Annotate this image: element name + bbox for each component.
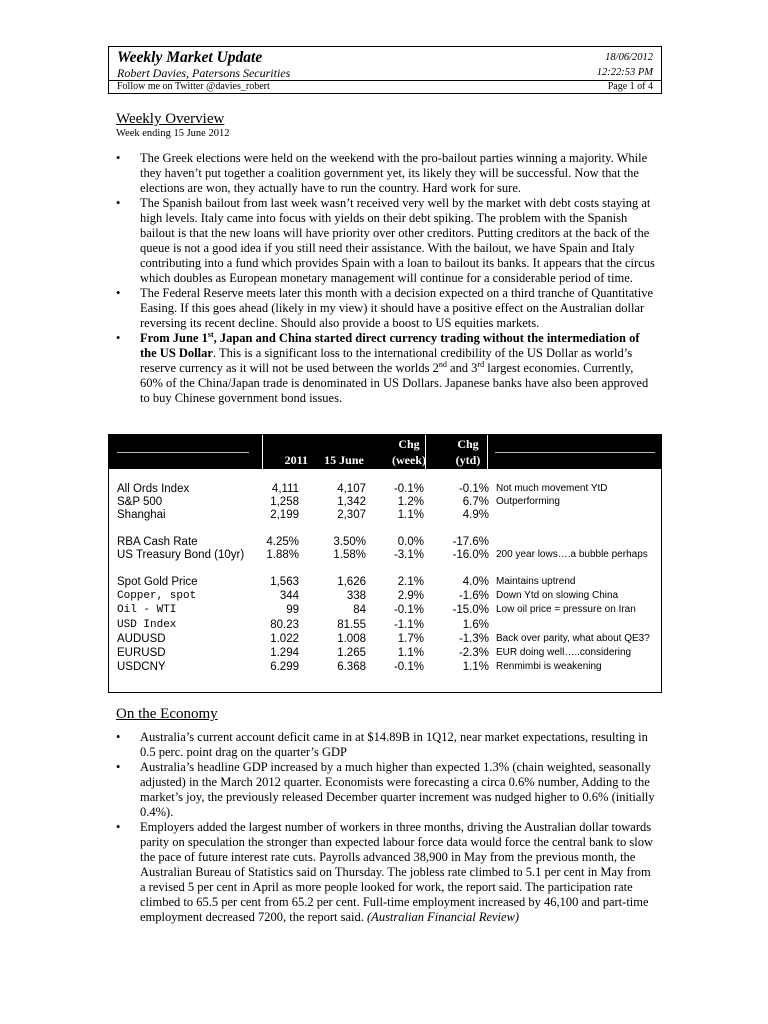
change-ytd: 1.1% xyxy=(462,661,489,673)
bullet-text: Australia’s headline GDP increased by a much higher than expected 1.3% (chain weighted, seasonally adjusted) in the March 2012 quarter. Economists were forecasting a circa 0.6% number, Adding to the market’s joy, the previously released December quarter increment was nudged higher to 0.6% (initially 0.4%). xyxy=(140,760,655,819)
market-summary-table xyxy=(108,434,662,693)
row-comment: Maintains uptrend xyxy=(496,576,576,587)
change-week: 1.2% xyxy=(397,496,424,508)
header-underline xyxy=(495,452,655,453)
value-15-june: 1.008 xyxy=(337,633,366,645)
superscript: nd xyxy=(438,359,447,369)
source-citation: (Australian Financial Review) xyxy=(367,910,520,924)
bullet-text: The Federal Reserve meets later this month with a decision expected on a third tranche of Quantitative Easing. If this goes ahead (likely in my view) it should have a positive effect on the Australian dollar reversing its recent decline. Should also provide a boost to US equities markets. xyxy=(140,286,654,330)
change-week: 2.9% xyxy=(397,590,424,602)
value-2011: 1,563 xyxy=(270,576,299,588)
change-ytd: 6.7% xyxy=(462,496,489,508)
value-2011: 4.25% xyxy=(266,536,299,548)
name: US Treasury Bond (10yr) xyxy=(117,549,245,561)
bullet-text: The Spanish bailout from last week wasn’t received very well by the market with debt costs staying at high levels. Italy came into focus with yields on their debt spiking. The problem with the Spanish bailout is that the new loans will have priority over other creditors. Putting creditors at the back of the queue is not a good idea if you still need their assistance. With the bailout, we have Spain and Italy contributing into a fund which provides Spain with a loan to bailout its banks. It appears that the circus which doubles as European monetary management will continue for a considerable period of time. xyxy=(140,196,655,285)
change-week: 2.1% xyxy=(397,576,424,588)
change-ytd: -17.6% xyxy=(452,536,489,548)
value-2011: 344 xyxy=(279,590,299,602)
change-week: -0.1% xyxy=(393,483,424,495)
value-15-june: 84 xyxy=(353,604,366,616)
table-row xyxy=(117,548,657,562)
change-ytd: -15.0% xyxy=(452,604,489,616)
row-comment: Outperforming xyxy=(496,496,560,507)
bullet-text: Australia’s current account deficit came in at $14.89B in 1Q12, near market expectations, resulting in 0.5 perc. point drag on the quarter’s GDP xyxy=(140,730,648,759)
change-ytd: 4.0% xyxy=(462,576,489,588)
change-week: 1.1% xyxy=(397,509,424,521)
change-week: -1.1% xyxy=(393,619,424,631)
table-row xyxy=(117,646,657,660)
economy-bullet-gdp xyxy=(116,760,656,820)
row-comment: 200 year lows….a bubble perhaps xyxy=(496,549,648,560)
economy-bullet-employment xyxy=(116,820,656,925)
row-comment: Back over parity, what about QE3? xyxy=(496,633,650,644)
row-comment: EUR doing well…..considering xyxy=(496,647,632,658)
economy-bullet-list xyxy=(116,730,656,925)
col-header-15-june: 15 June xyxy=(324,453,364,467)
table-row xyxy=(117,603,657,617)
table-row xyxy=(117,535,657,549)
value-15-june: 81.55 xyxy=(337,619,366,631)
col-header-chg-week: Chg xyxy=(398,437,420,451)
name: Copper, spot xyxy=(117,590,197,602)
name: EURUSD xyxy=(117,647,166,659)
value-15-june: 338 xyxy=(346,590,366,602)
report-title: Weekly Market Update xyxy=(117,49,263,66)
bullet-text: The Greek elections were held on the weekend with the pro-bailout parties winning a majority. While they haven’t put together a coalition government yet, its likely they will be successful. Now that the elections are won, they actually have to run the country. Hard work for sure. xyxy=(140,151,648,195)
change-ytd: 1.6% xyxy=(462,619,489,631)
table-row xyxy=(117,495,657,509)
col-header-week: (week) xyxy=(392,453,426,467)
economy-bullet-current-account xyxy=(116,730,656,760)
table-row xyxy=(117,508,657,522)
value-2011: 1,258 xyxy=(270,496,299,508)
report-time: 12:22:53 PM xyxy=(596,67,653,78)
value-15-june: 1.58% xyxy=(333,549,366,561)
name: RBA Cash Rate xyxy=(117,536,198,548)
value-15-june: 3.50% xyxy=(333,536,366,548)
value-2011: 1.294 xyxy=(270,647,299,659)
col-header-ytd: (ytd) xyxy=(455,453,481,467)
value-2011: 2,199 xyxy=(270,509,299,521)
name: All Ords Index xyxy=(117,483,190,495)
report-header xyxy=(108,46,662,94)
name: USD Index xyxy=(117,619,177,631)
overview-bullet-currency xyxy=(116,331,656,406)
name: Oil - WTI xyxy=(117,604,177,616)
superscript: rd xyxy=(477,359,485,369)
value-2011: 99 xyxy=(286,604,299,616)
change-week: 1.7% xyxy=(397,633,424,645)
table-row xyxy=(117,575,657,589)
name: AUDUSD xyxy=(117,633,166,645)
value-15-june: 2,307 xyxy=(337,509,366,521)
change-ytd: -2.3% xyxy=(458,647,489,659)
report-author: Robert Davies, Patersons Securities xyxy=(117,66,291,80)
overview-bullet-list xyxy=(116,151,656,406)
table-row xyxy=(117,660,657,674)
twitter-handle: Follow me on Twitter @davies_robert xyxy=(117,81,270,92)
value-15-june: 4,107 xyxy=(337,483,366,495)
bold-text: From June 1 xyxy=(140,331,208,345)
table-row xyxy=(117,632,657,646)
value-15-june: 6.368 xyxy=(337,661,366,673)
economy-heading: On the Economy xyxy=(116,706,218,722)
col-header-chg-ytd: Chg xyxy=(457,437,479,451)
value-2011: 1.88% xyxy=(266,549,299,561)
header-underline xyxy=(117,452,249,453)
change-ytd: -1.6% xyxy=(458,590,489,602)
change-ytd: -1.3% xyxy=(458,633,489,645)
value-15-june: 1,626 xyxy=(337,576,366,588)
superscript: st xyxy=(207,329,214,339)
change-week: -0.1% xyxy=(393,661,424,673)
overview-bullet-greece xyxy=(116,151,656,196)
overview-bullet-spain xyxy=(116,196,656,286)
row-comment: Not much movement YtD xyxy=(496,483,608,494)
change-ytd: -0.1% xyxy=(458,483,489,495)
value-2011: 1.022 xyxy=(270,633,299,645)
value-2011: 4,111 xyxy=(271,483,299,495)
value-15-june: 1.265 xyxy=(337,647,366,659)
report-date: 18/06/2012 xyxy=(605,52,653,63)
value-15-june: 1,342 xyxy=(337,496,366,508)
value-2011: 6.299 xyxy=(270,661,299,673)
table-row xyxy=(117,618,657,632)
value-2011: 80.23 xyxy=(270,619,299,631)
change-week: 0.0% xyxy=(397,536,424,548)
page-number: Page 1 of 4 xyxy=(607,81,653,92)
bullet-text: Employers added the largest number of workers in three months, driving the Australian dollar towards parity on speculation the stronger than expected labour force data would force the central bank to slow the pace of future interest rate cuts. Payrolls advanced 38,900 in May from the previous month, the Australian Bureau of Statistics said on Thursday. The jobless rate climbed to 5.1 per cent in May from a revised 5 per cent in April as more people looked for work, the report said. The participation rate climbed to 65.5 per cent from 65.2 per cent. Full-time employment increased by 46,100 and part-time employment decreased 7200, the report said. xyxy=(140,820,654,924)
bold-text: , Japan and China started direct currency trading without the intermediation of the US Dollar xyxy=(140,331,640,360)
row-comment: Renmimbi is weakening xyxy=(496,661,602,672)
table-row xyxy=(117,589,657,603)
change-week: -0.1% xyxy=(393,604,424,616)
bullet-text: and 3 xyxy=(446,361,478,375)
bullet-text: . This is a significant loss to the international credibility of the US Dollar as world’s reserve currency as it will not be used between the worlds 2 xyxy=(140,346,633,375)
name: USDCNY xyxy=(117,661,166,673)
table-row xyxy=(117,482,657,496)
row-comment: Down Ytd on slowing China xyxy=(496,590,619,601)
bullet-text: largest economies. Currently, 60% of the China/Japan trade is denominated in US Dollars. Japanese banks have also been approved to buy Chinese government bond issues. xyxy=(140,361,649,405)
col-header-2011: 2011 xyxy=(284,453,308,467)
change-week: 1.1% xyxy=(397,647,424,659)
overview-bullet-fed xyxy=(116,286,656,331)
name: S&P 500 xyxy=(117,496,163,508)
week-ending: Week ending 15 June 2012 xyxy=(116,128,230,139)
name: Shanghai xyxy=(117,509,166,521)
name: Spot Gold Price xyxy=(117,576,198,588)
row-comment: Low oil price = pressure on Iran xyxy=(496,604,636,615)
change-ytd: 4.9% xyxy=(462,509,489,521)
change-week: -3.1% xyxy=(393,549,424,561)
change-ytd: -16.0% xyxy=(452,549,489,561)
weekly-overview-heading: Weekly Overview xyxy=(116,111,225,127)
